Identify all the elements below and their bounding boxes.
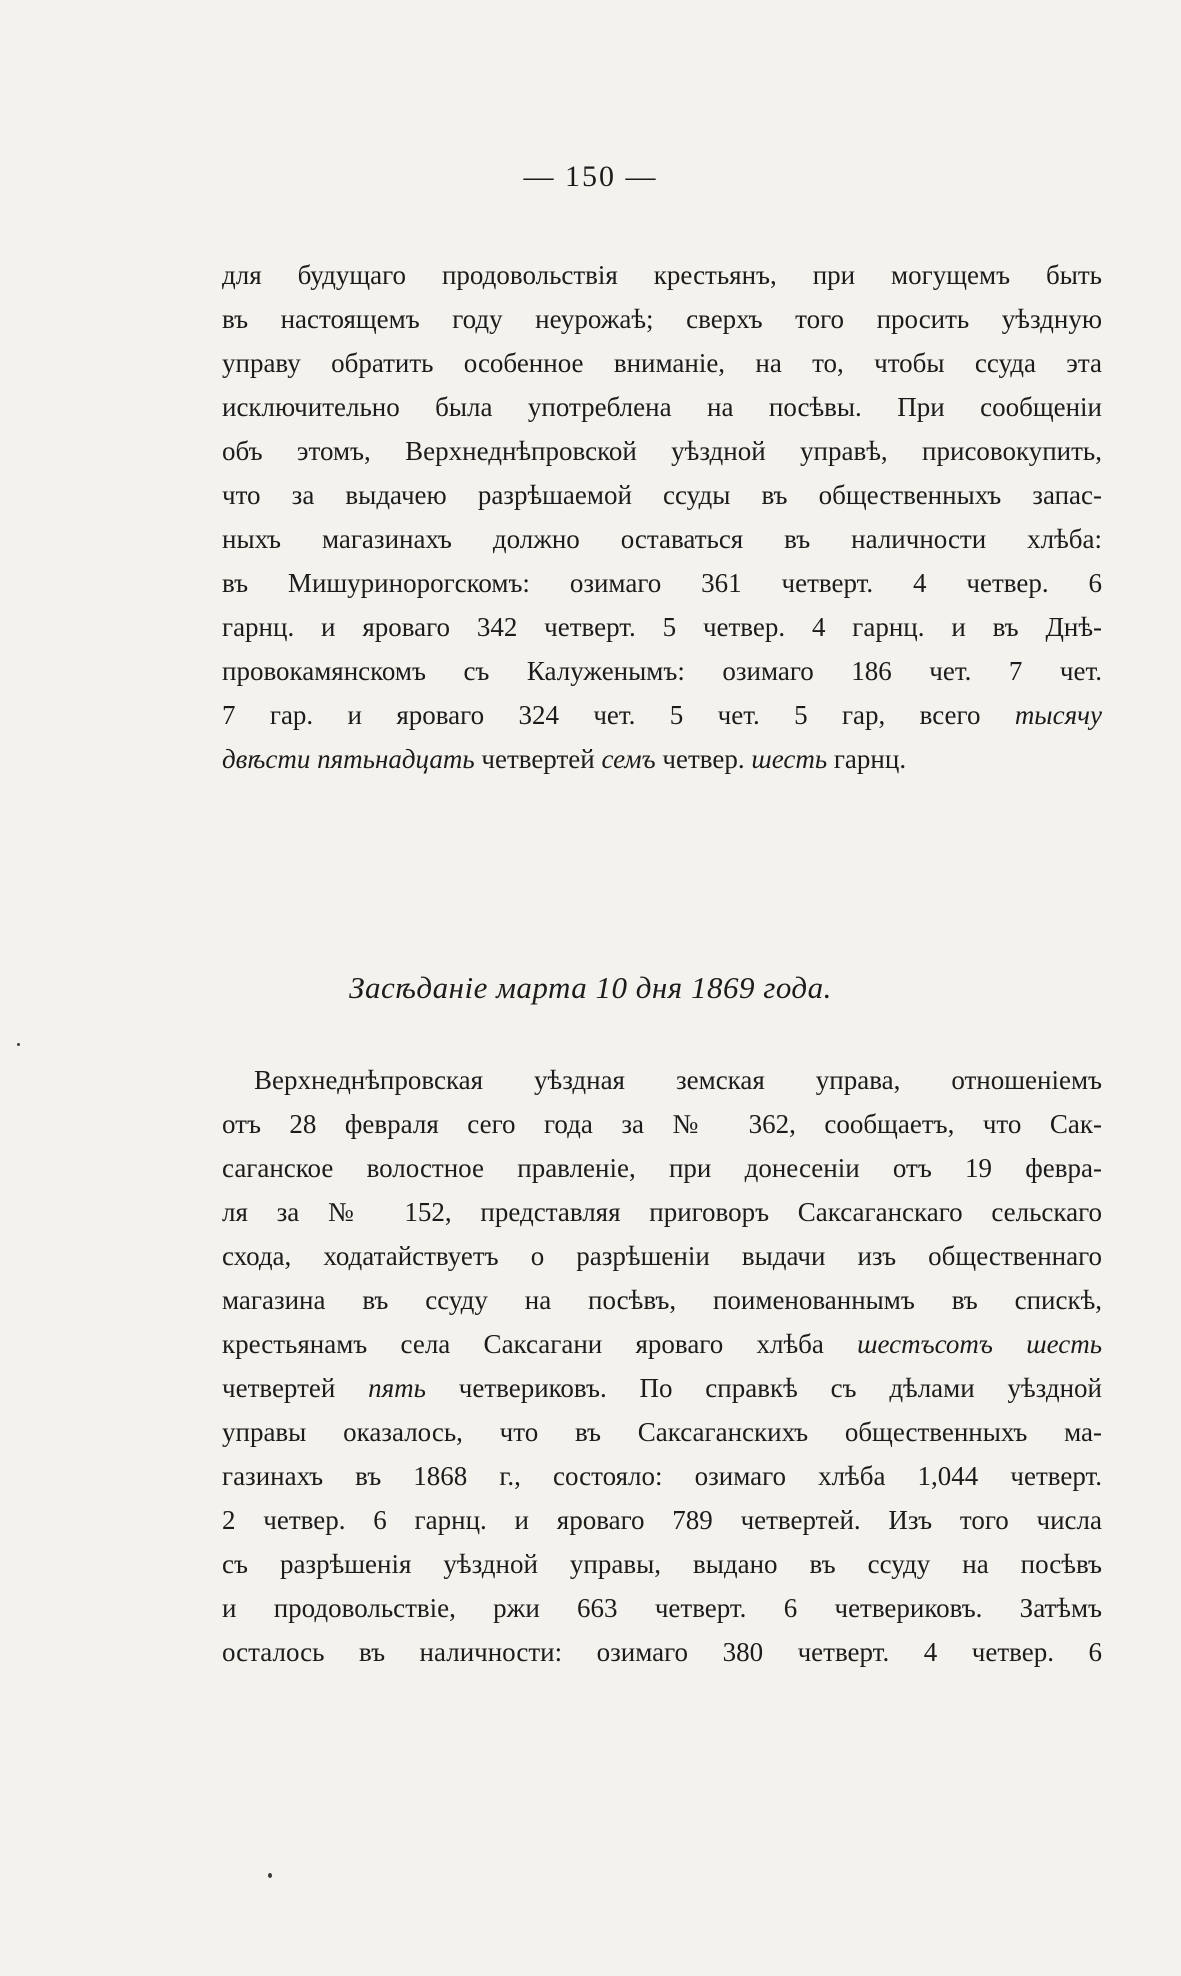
ink-speck xyxy=(268,1873,272,1878)
text-line: 2 четвер. 6 гарнц. и яроваго 789 четвертей. Изъ того числа xyxy=(222,1505,1102,1535)
italic-run: шесть xyxy=(751,744,828,774)
text-run: четвер. xyxy=(655,744,752,774)
text-line: управы оказалось, что въ Саксаганскихъ общественныхъ ма- xyxy=(222,1417,1102,1447)
text-line: саганское волостное правленіе, при донесеніи отъ 19 февра- xyxy=(222,1153,1102,1183)
text-line: гарнц. и яроваго 342 четверт. 5 четвер. 4 гарнц. и въ Днѣ- xyxy=(222,612,1102,642)
italic-run: шестъсотъ шесть xyxy=(857,1329,1102,1359)
text-line: провокамянскомъ съ Калуженымъ: озимаго 186 чет. 7 чет. xyxy=(222,656,1102,686)
text-line: ныхъ магазинахъ должно оставаться въ наличности хлѣба: xyxy=(222,524,1102,554)
text-line: и продовольствіе, ржи 663 четверт. 6 четвериковъ. Затѣмъ xyxy=(222,1593,1102,1623)
italic-run: двѣсти пятьнадцать xyxy=(222,744,475,774)
text-line: Верхнеднѣпровская уѣздная земская управа, отношеніемъ xyxy=(254,1065,1102,1095)
paragraph-top xyxy=(222,253,1102,781)
text-run: четвертей xyxy=(222,1373,369,1403)
text-line: въ настоящемъ году неурожаѣ; сверхъ того просить уѣздную xyxy=(222,304,1102,334)
italic-run: семъ xyxy=(601,744,656,774)
text-run: крестьянамъ села Саксагани яроваго хлѣба xyxy=(222,1329,858,1359)
text-line xyxy=(222,737,1102,781)
paragraph-bottom xyxy=(222,1058,1102,1674)
text-line: отъ 28 февраля сего года за № 362, сообщаетъ, что Сак- xyxy=(222,1109,1102,1139)
italic-run: пять xyxy=(368,1373,426,1403)
text-line: исключительно была употреблена на посѣвы. При сообщеніи xyxy=(222,392,1102,422)
text-line: газинахъ въ 1868 г., состояло: озимаго хлѣба 1,044 четверт. xyxy=(222,1461,1102,1491)
text-line xyxy=(222,693,1102,737)
text-line: съ разрѣшенія уѣздной управы, выдано въ ссуду на посѣвъ xyxy=(222,1549,1102,1579)
text-line: для будущаго продовольствія крестьянъ, при могущемъ быть xyxy=(222,260,1102,290)
text-run: четвертей xyxy=(474,744,602,774)
text-line: управу обратить особенное вниманіе, на то, чтобы ссуда эта xyxy=(222,348,1102,378)
text-line: магазина въ ссуду на посѣвъ, поименованнымъ въ спискѣ, xyxy=(222,1285,1102,1315)
text-line: ля за № 152, представляя приговоръ Саксаганскаго сельскаго xyxy=(222,1197,1102,1227)
text-line: осталось въ наличности: озимаго 380 четверт. 4 четвер. 6 xyxy=(222,1637,1102,1667)
text-run: 7 гар. и яроваго 324 чет. 5 чет. 5 гар, всего xyxy=(222,700,1015,730)
page-number: — 150 — xyxy=(523,160,658,193)
text-line: что за выдачею разрѣшаемой ссуды въ общественныхъ запас- xyxy=(222,480,1102,510)
text-run: четвериковъ. По справкѣ съ дѣлами уѣздной xyxy=(425,1373,1102,1403)
text-line xyxy=(222,1322,1102,1366)
italic-run: тысячу xyxy=(1014,700,1102,730)
text-run: гарнц. xyxy=(827,744,907,774)
text-line: схода, ходатайствуетъ о разрѣшеніи выдачи изъ общественнаго xyxy=(222,1241,1102,1271)
ink-speck xyxy=(17,1043,20,1046)
text-line: въ Мишуринорогскомъ: озимаго 361 четверт. 4 четвер. 6 xyxy=(222,568,1102,598)
text-line xyxy=(222,1366,1102,1410)
session-heading: Засѣданіе марта 10 дня 1869 года. xyxy=(349,970,832,1005)
text-line: объ этомъ, Верхнеднѣпровской уѣздной управѣ, присовокупить, xyxy=(222,436,1102,466)
